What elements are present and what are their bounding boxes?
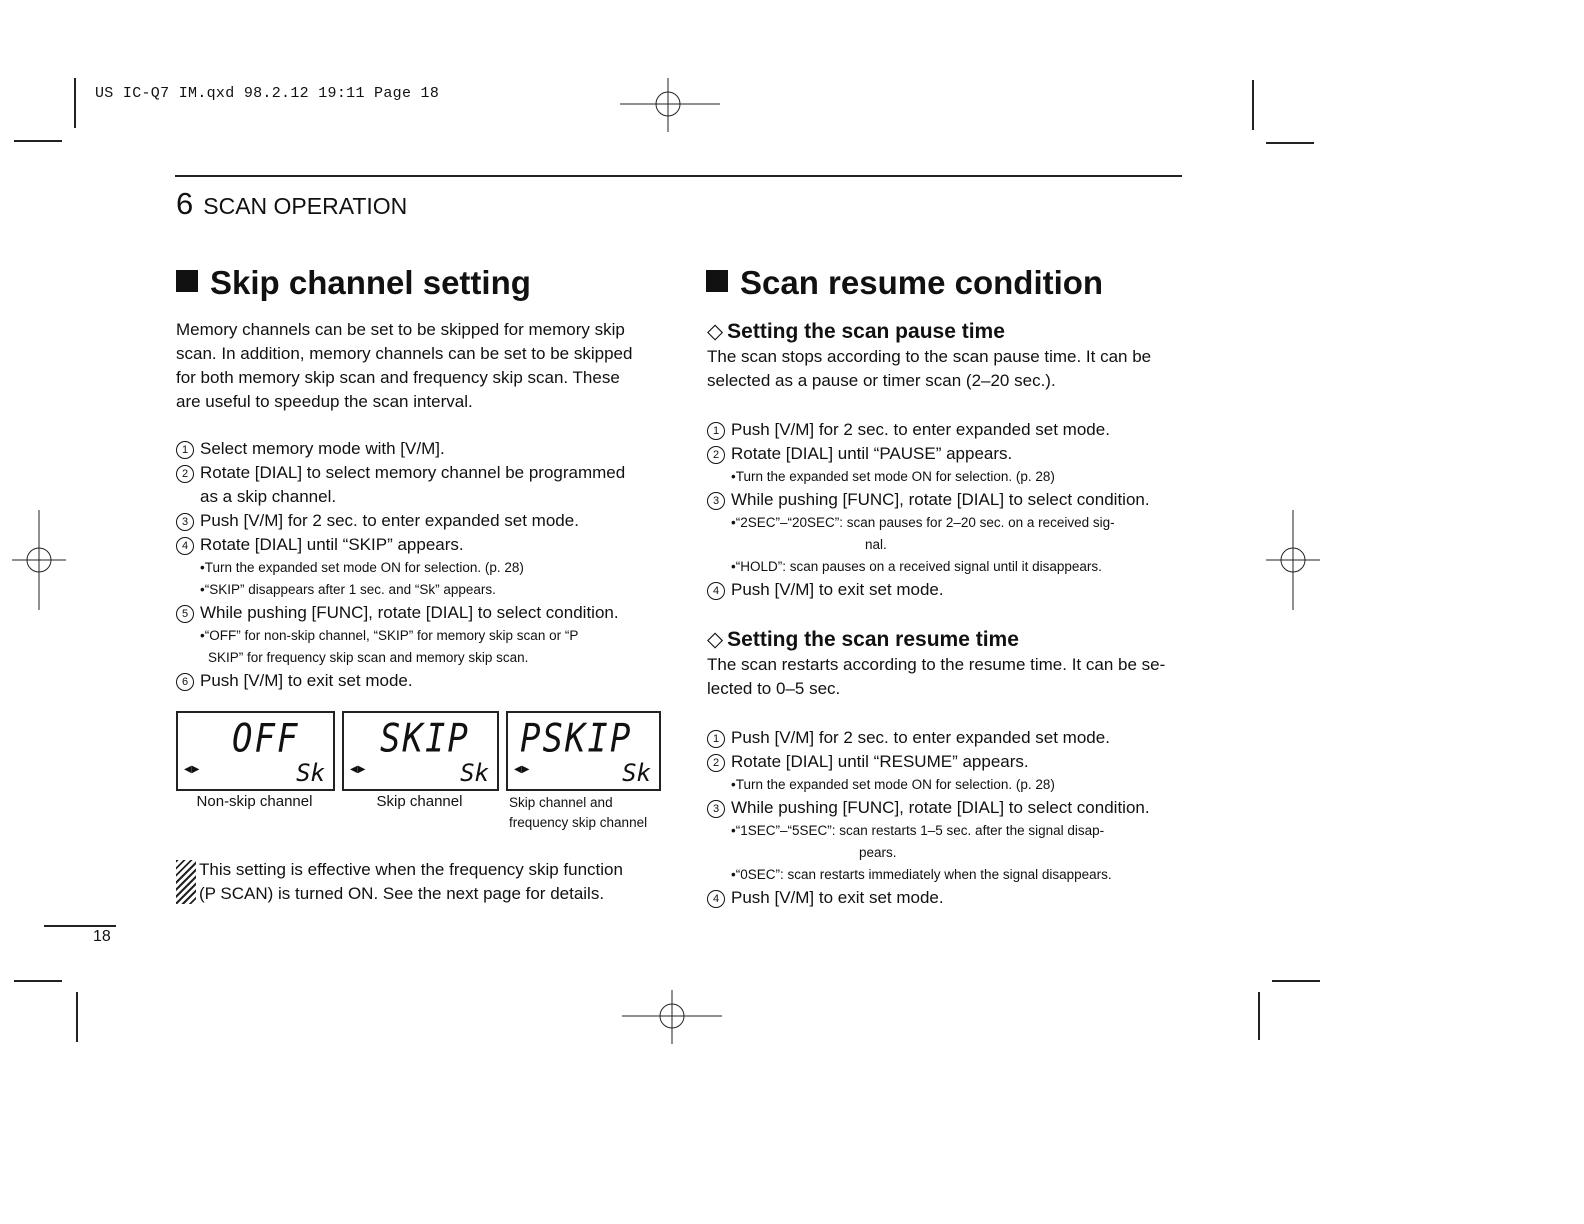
resume-steps bbox=[707, 726, 1207, 910]
step-note: SKIP” for frequency skip scan and memory skip scan. bbox=[208, 650, 529, 665]
lcd-display-off: OFF ◀▶ Sk bbox=[176, 711, 335, 791]
crop-mark bbox=[1266, 142, 1314, 144]
step-note: pears. bbox=[859, 845, 897, 860]
memo-icon bbox=[176, 860, 196, 904]
step-item: 2 Rotate [DIAL] to select memory channel be programmed bbox=[176, 461, 676, 485]
step-item: 6 Push [V/M] to exit set mode. bbox=[176, 669, 676, 693]
registration-mark-icon bbox=[622, 990, 722, 1044]
step-item: 2 Rotate [DIAL] until “RESUME” appears. bbox=[707, 750, 1207, 774]
diamond-bullet-icon: ◇ bbox=[707, 320, 724, 343]
pause-intro: The scan stops according to the scan pause time. It can be selected as a pause or timer scan (2–20 sec.). bbox=[707, 347, 1152, 390]
registration-mark-icon bbox=[12, 510, 66, 610]
step-item: 1 Push [V/M] for 2 sec. to enter expanded set mode. bbox=[707, 726, 1207, 750]
page-number: 18 bbox=[93, 928, 111, 945]
step-item: 3 Push [V/M] for 2 sec. to enter expanded set mode. bbox=[176, 509, 676, 533]
crop-mark bbox=[14, 980, 62, 982]
crop-mark bbox=[74, 78, 76, 128]
arrow-icon: ◀▶ bbox=[184, 764, 200, 775]
step-note: nal. bbox=[865, 537, 887, 552]
step-item: 1 Select memory mode with [V/M]. bbox=[176, 437, 676, 461]
arrow-icon: ◀▶ bbox=[514, 764, 530, 775]
square-bullet-icon bbox=[176, 270, 198, 292]
skip-intro: Memory channels can be set to be skipped for memory skip scan. In addition, memory channels can be set to be skipped for both memory skip scan and frequency skip scan. These are useful to speedup the scan interval. bbox=[176, 320, 633, 411]
crop-mark bbox=[1258, 992, 1260, 1040]
crop-mark bbox=[14, 140, 62, 142]
step-item: 3 While pushing [FUNC], rotate [DIAL] to select condition. bbox=[707, 796, 1207, 820]
step-item: 1 Push [V/M] for 2 sec. to enter expanded set mode. bbox=[707, 418, 1207, 442]
chapter-heading bbox=[176, 186, 407, 222]
registration-mark-icon bbox=[620, 78, 720, 132]
resume-intro: The scan restarts according to the resume time. It can be se- lected to 0–5 sec. bbox=[707, 655, 1166, 698]
chapter-number: 6 bbox=[176, 186, 194, 221]
caption-pskip: Skip channel and frequency skip channel bbox=[509, 795, 648, 830]
step-note: •“0SEC”: scan restarts immediately when the signal disappears. bbox=[731, 867, 1112, 882]
header-rule bbox=[175, 175, 1182, 177]
step-item: 4 Rotate [DIAL] until “SKIP” appears. bbox=[176, 533, 676, 557]
lcd-display-skip: SKIP ◀▶ Sk bbox=[342, 711, 499, 791]
page-number-rule bbox=[44, 925, 116, 927]
step-item: 2 Rotate [DIAL] until “PAUSE” appears. bbox=[707, 442, 1207, 466]
subsection-resume-title: ◇ Setting the scan resume time bbox=[707, 628, 1019, 651]
chapter-title: SCAN OPERATION bbox=[203, 193, 408, 219]
step-note: •Turn the expanded set mode ON for selection. (p. 28) bbox=[731, 469, 1055, 484]
subsection-pause-title: ◇ Setting the scan pause time bbox=[707, 320, 1005, 343]
crop-mark bbox=[1272, 980, 1320, 982]
crop-mark bbox=[1252, 80, 1254, 130]
step-note: •“1SEC”–“5SEC”: scan restarts 1–5 sec. after the signal disap- bbox=[731, 823, 1105, 838]
step-item: 5 While pushing [FUNC], rotate [DIAL] to select condition. bbox=[176, 601, 676, 625]
step-item: 3 While pushing [FUNC], rotate [DIAL] to select condition. bbox=[707, 488, 1207, 512]
skip-steps bbox=[176, 437, 676, 693]
step-continuation: as a skip channel. bbox=[200, 487, 337, 506]
step-note: •“HOLD”: scan pauses on a received signal until it disappears. bbox=[731, 559, 1102, 574]
caption-skip: Skip channel bbox=[376, 793, 463, 810]
step-note: •Turn the expanded set mode ON for selection. (p. 28) bbox=[731, 777, 1055, 792]
section-title-skip: Skip channel setting bbox=[176, 264, 531, 302]
registration-mark-icon bbox=[1266, 510, 1320, 610]
lcd-display-pskip: PSKIP ◀▶ Sk bbox=[506, 711, 661, 791]
step-note: •“OFF” for non-skip channel, “SKIP” for memory skip scan or “P bbox=[200, 628, 579, 643]
section-title-resume: Scan resume condition bbox=[706, 264, 1103, 302]
crop-mark bbox=[76, 992, 78, 1042]
memo-text: This setting is effective when the frequency skip function (P SCAN) is turned ON. See the next page for details. bbox=[199, 860, 623, 903]
pause-steps bbox=[707, 418, 1207, 602]
step-note: •“SKIP” disappears after 1 sec. and “Sk” appears. bbox=[200, 582, 496, 597]
step-item: 4 Push [V/M] to exit set mode. bbox=[707, 886, 1207, 910]
step-note: •Turn the expanded set mode ON for selection. (p. 28) bbox=[200, 560, 524, 575]
step-note: •“2SEC”–“20SEC”: scan pauses for 2–20 sec. on a received sig- bbox=[731, 515, 1115, 530]
diamond-bullet-icon: ◇ bbox=[707, 628, 724, 651]
file-info: US IC-Q7 IM.qxd 98.2.12 19:11 Page 18 bbox=[95, 85, 440, 102]
step-item: 4 Push [V/M] to exit set mode. bbox=[707, 578, 1207, 602]
square-bullet-icon bbox=[706, 270, 728, 292]
caption-non-skip: Non-skip channel bbox=[196, 793, 313, 810]
arrow-icon: ◀▶ bbox=[350, 764, 366, 775]
